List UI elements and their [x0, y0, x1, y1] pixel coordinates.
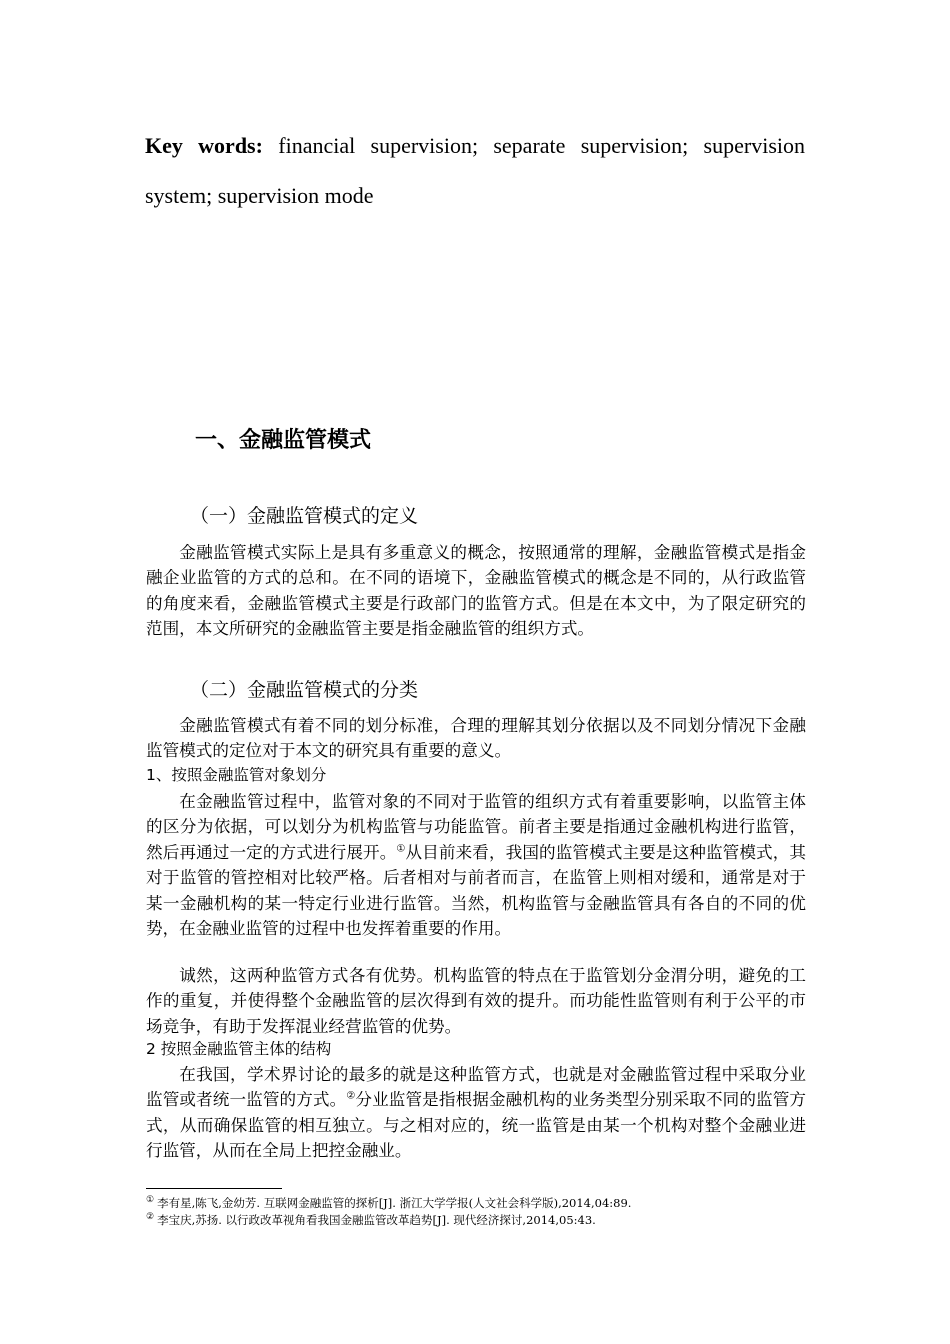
supervision-subject-text-b: 分业监管是指根据金融机构的业务类型分别采取不同的监管方式，从而确保监管的相互独立。与之相对应的，统一监管是由某一个机构对整个金融业进行监管，从而在全局上把控金融业。 — [146, 1090, 807, 1161]
chapter-title: 一、金融监管模式 — [195, 428, 372, 453]
subsection-1-body-2 — [146, 963, 806, 1039]
supervision-subject-paragraph — [146, 1062, 806, 1164]
definition-paragraph: 金融监管模式实际上是具有多重意义的概念，按照通常的理解，金融监管模式是指金融企业监管的方式的总和。在不同的语境下，金融监管模式的概念是不同的，从行政监管的角度来看，金融监管模式主要是行政部门的监管方式。但是在本文中，为了限定研究的范围，本文所研究的金融监管主要是指金融监管的组织方式。 — [146, 543, 806, 639]
classification-intro-paragraph: 金融监管模式有着不同的划分标准，合理的理解其划分依据以及不同划分情况下金融监管模式的定位对于本文的研究具有重要的意义。 — [146, 716, 806, 761]
section-1-title: （一）金融监管模式的定义 — [190, 505, 419, 527]
subsection-1-body — [146, 789, 806, 941]
footnote-ref-1[interactable]: ① — [396, 843, 406, 855]
section-2-title: （二）金融监管模式的分类 — [190, 679, 419, 701]
keywords-paragraph — [145, 121, 805, 221]
supervision-subject-text-a: 在我国，学术界讨论的最多的就是这种监管方式，也就是对金融监管过程中采取分业监管或者统一监管的方式。 — [146, 1065, 806, 1110]
subsection-2-title: 2 按照金融监管主体的结构 — [146, 1040, 332, 1058]
footnote-divider — [146, 1188, 282, 1189]
section-1-body — [146, 540, 806, 642]
supervision-object-text-b: 从目前来看，我国的监管模式主要是这种监管模式，其对于监管的管控相对比较严格。后者相对与前者而言，在监管上则相对缓和，通常是对于某一金融机构的某一特定行业进行监管。当然，机构监管与金融监管具有各自的不同的优势，在金融业监管的过程中也发挥着重要的作用。 — [146, 842, 807, 939]
subsection-2-body — [146, 1062, 806, 1164]
footnote-1 — [146, 1195, 806, 1212]
keywords-text: financial supervision; separate supervision; supervision system; supervision mode — [145, 133, 805, 208]
comparison-paragraph: 诚然，这两种监管方式各有优势。机构监管的特点在于监管划分金渭分明，避免的工作的重复，并使得整个金融监管的层次得到有效的提升。而功能性监管则有利于公平的市场竞争，有助于发挥混业经营监管的优势。 — [146, 966, 806, 1036]
keywords-label: Key words: — [145, 133, 263, 158]
footnote-1-text: 李有星,陈飞,金幼芳. 互联网金融监管的探析[J]. 浙江大学学报(人文社会科学版),2014,04:89. — [157, 1196, 632, 1210]
supervision-object-paragraph — [146, 789, 806, 941]
footnote-1-mark: ① — [146, 1195, 155, 1206]
footnote-2-text: 李宝庆,苏扬. 以行政改革视角看我国金融监管改革趋势[J]. 现代经济探讨,2014,05:43. — [157, 1213, 596, 1227]
subsection-1-title: 1、按照金融监管对象划分 — [146, 766, 327, 784]
footnote-ref-2[interactable]: ② — [346, 1090, 356, 1102]
footnote-2 — [146, 1212, 806, 1229]
section-2-intro — [146, 713, 806, 764]
footnote-2-mark: ② — [146, 1212, 155, 1223]
footnotes — [146, 1195, 806, 1229]
supervision-object-text-a: 在金融监管过程中，监管对象的不同对于监管的组织方式有着重要影响，以监管主体的区分为依据，可以划分为机构监管与功能监管。前者主要是指通过金融机构进行监管，然后再通过一定的方式进行展开。 — [146, 792, 806, 862]
